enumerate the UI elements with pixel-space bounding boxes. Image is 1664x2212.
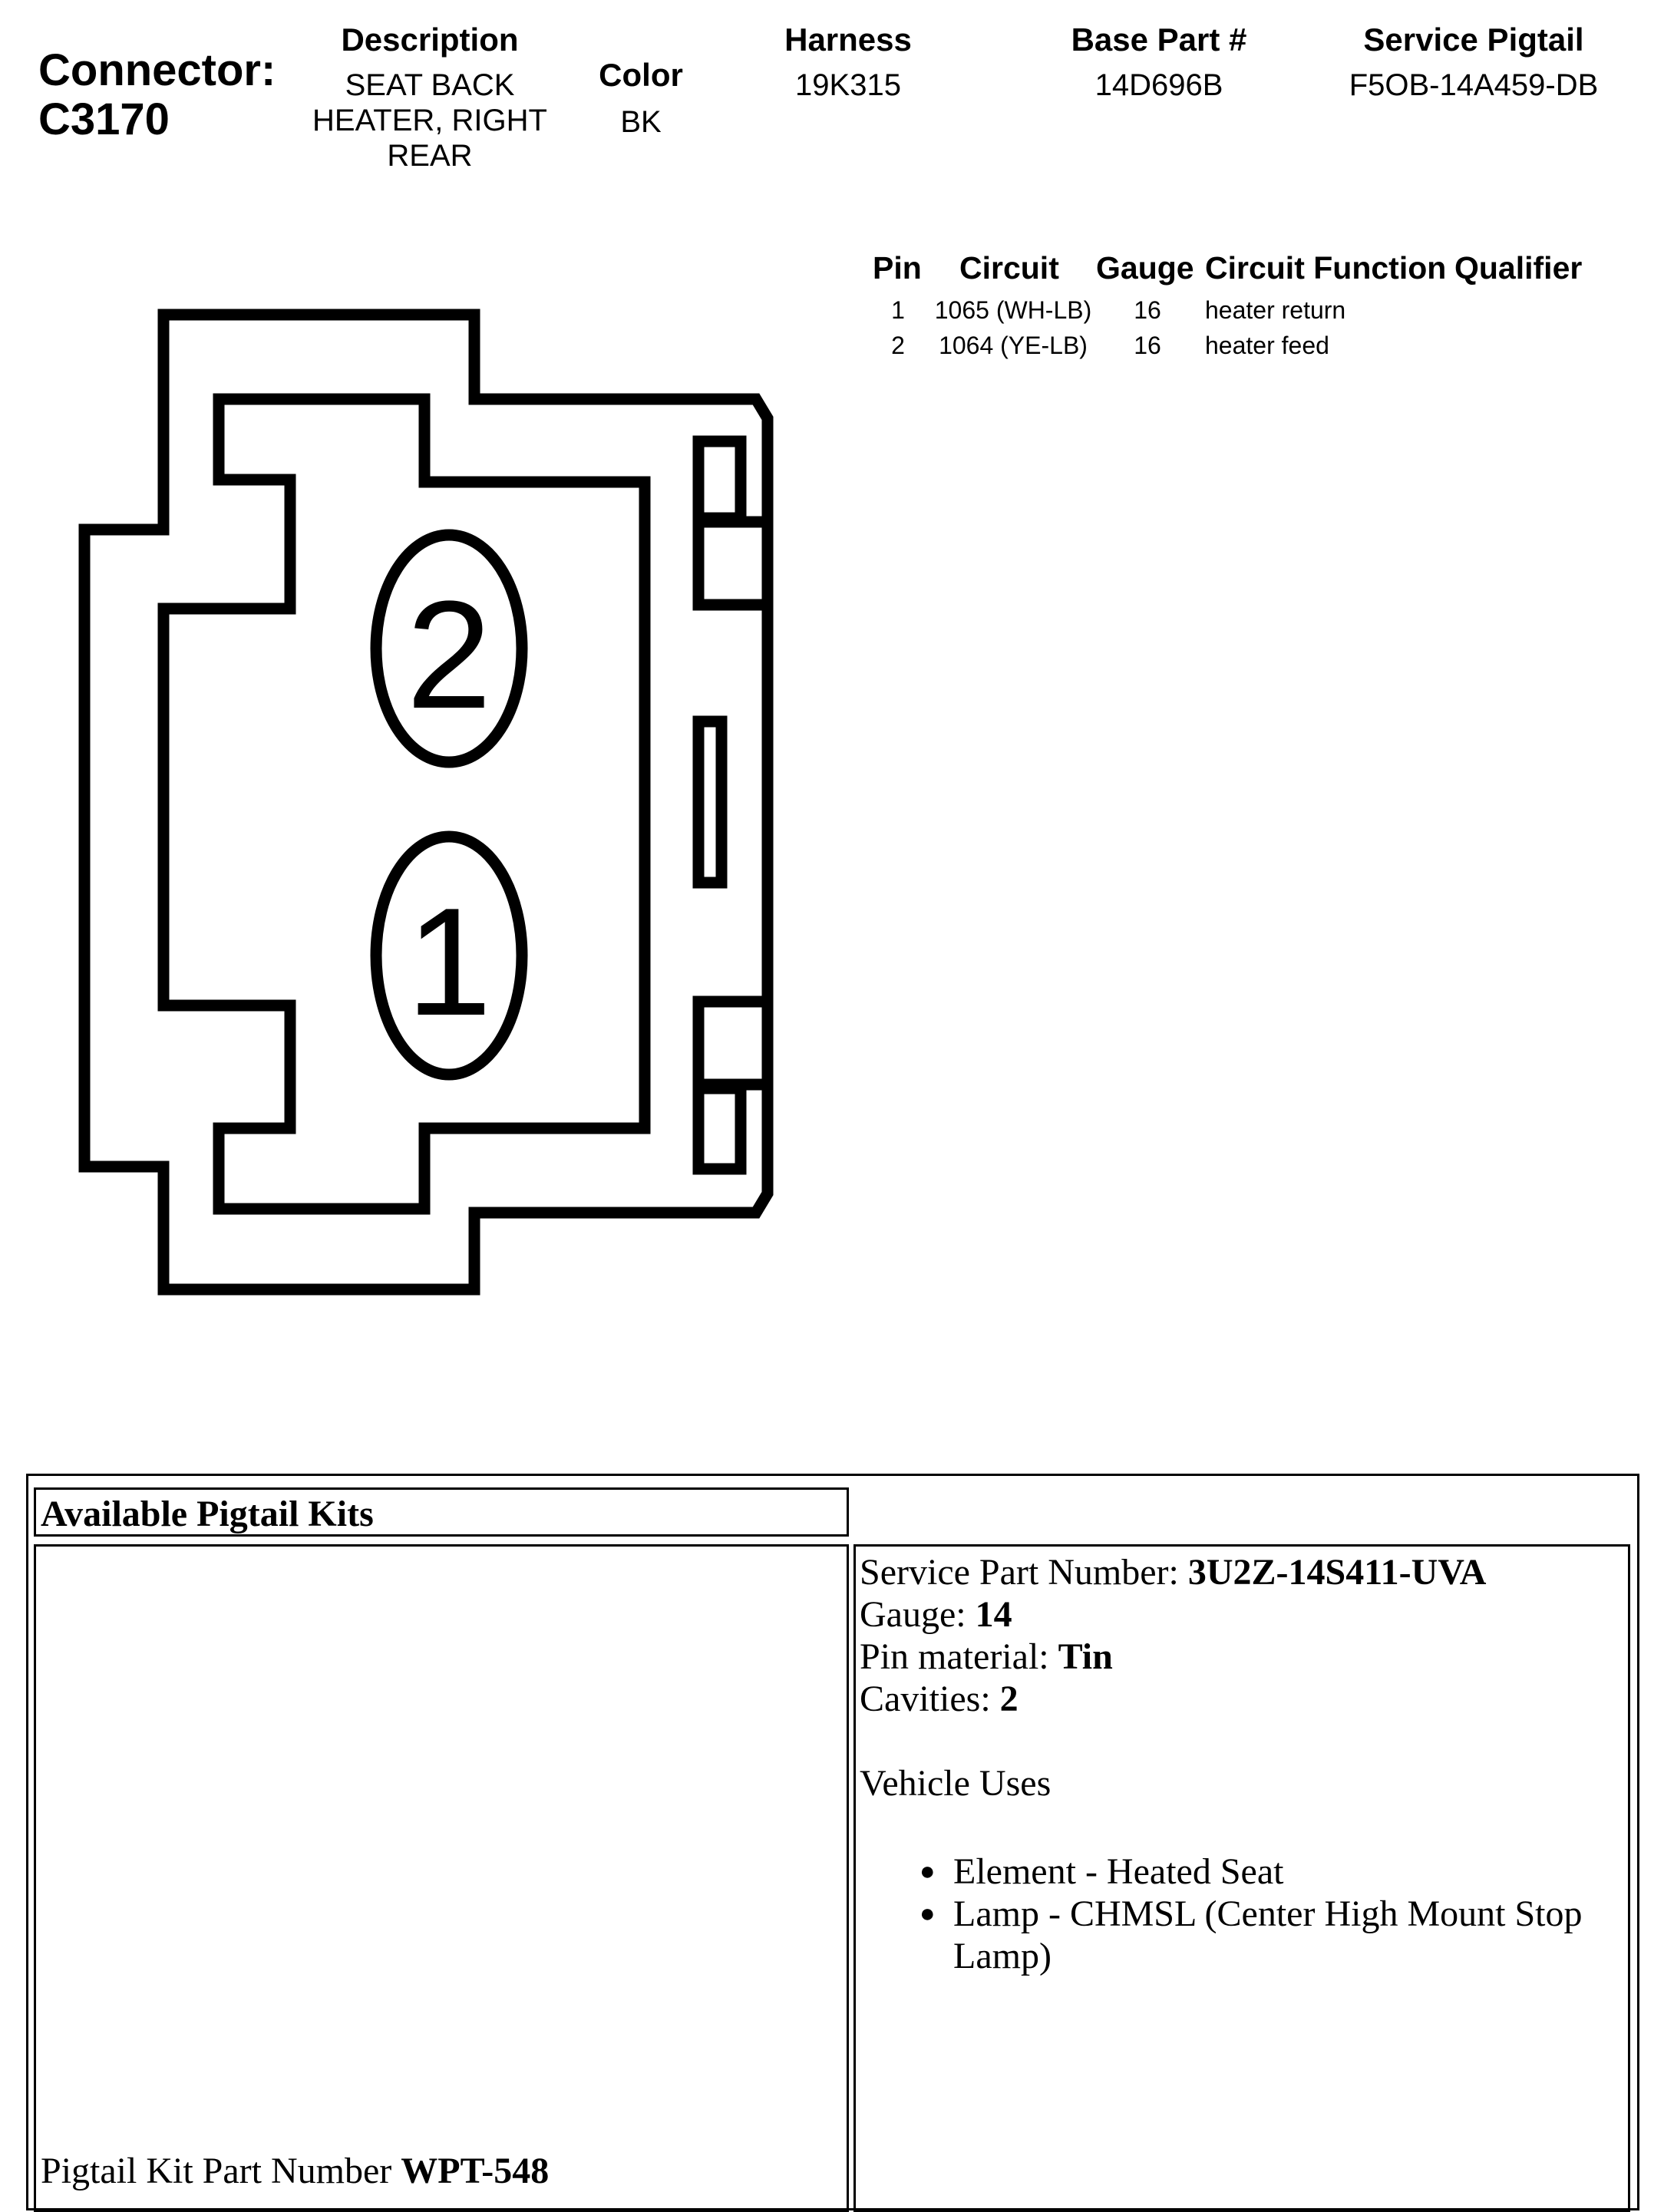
description-line-3: REAR bbox=[387, 139, 473, 173]
color-header: Color bbox=[599, 57, 683, 93]
service-part-value: 3U2Z-14S411-UVA bbox=[1187, 1552, 1487, 1593]
list-item bbox=[860, 1850, 1627, 1893]
description-line-1: SEAT BACK bbox=[345, 68, 515, 102]
kit-image-cell bbox=[34, 1544, 849, 2212]
latch-tab-top-2 bbox=[698, 522, 768, 605]
service-part-label: Service Part Number: bbox=[860, 1552, 1188, 1593]
connector-id: C3170 bbox=[38, 94, 170, 144]
service-pigtail-value: F5OB-14A459-DB bbox=[1349, 68, 1599, 102]
list-item bbox=[860, 1893, 1627, 1977]
latch-tab-middle bbox=[698, 721, 721, 883]
harness-value: 19K315 bbox=[795, 68, 901, 102]
vehicle-use-text: Element - Heated Seat bbox=[953, 1851, 1284, 1892]
pin-material-value: Tin bbox=[1058, 1636, 1113, 1677]
connector-label-text: Connector: bbox=[38, 45, 276, 95]
gauge-value: 16 bbox=[1134, 332, 1161, 359]
kit-details-cell bbox=[853, 1544, 1630, 2212]
harness-header: Harness bbox=[784, 21, 912, 58]
description-line-2: HEATER, RIGHT bbox=[312, 104, 547, 137]
latch-tab-top-1 bbox=[698, 441, 741, 518]
kit-part-label: Pigtail Kit Part Number bbox=[41, 2151, 401, 2191]
function-value: heater return bbox=[1205, 296, 1346, 324]
kits-title-cell bbox=[34, 1487, 849, 1537]
service-part-number bbox=[860, 1551, 1627, 1593]
service-pigtail-header: Service Pigtail bbox=[1363, 21, 1584, 58]
function-col-header: Circuit Function bbox=[1205, 250, 1447, 286]
gauge bbox=[860, 1593, 1627, 1636]
function-value: heater feed bbox=[1205, 332, 1329, 359]
bullet-icon: ● bbox=[919, 1900, 936, 1928]
cavities-value: 2 bbox=[999, 1679, 1019, 1719]
bullet-icon: ● bbox=[919, 1857, 936, 1886]
gauge-label: Gauge: bbox=[860, 1594, 976, 1635]
color-value: BK bbox=[620, 105, 662, 139]
pin-material-label: Pin material: bbox=[860, 1636, 1058, 1677]
kit-part-value: WPT-548 bbox=[401, 2151, 550, 2191]
gauge-col-header: Gauge bbox=[1096, 250, 1194, 286]
gauge-value: 14 bbox=[975, 1594, 1012, 1635]
base-part-value: 14D696B bbox=[1094, 68, 1223, 102]
pin-1-label: 1 bbox=[406, 877, 492, 1048]
circuit-col-header: Circuit bbox=[959, 250, 1059, 286]
description-header: Description bbox=[341, 21, 519, 58]
kits-title: Available Pigtail Kits bbox=[41, 1494, 374, 1534]
pin-2-label: 2 bbox=[406, 570, 492, 741]
cavities-label: Cavities: bbox=[860, 1679, 1000, 1719]
pin-number: 1 bbox=[891, 296, 905, 324]
qualifier-col-header: Qualifier bbox=[1454, 250, 1583, 286]
latch-tab-bottom-2 bbox=[698, 1088, 741, 1169]
base-part-header: Base Part # bbox=[1071, 21, 1247, 58]
kit-part-number bbox=[41, 2150, 549, 2192]
circuit-value: 1065 (WH-LB) bbox=[934, 296, 1092, 324]
gauge-value: 16 bbox=[1134, 296, 1161, 324]
latch-tab-bottom-1 bbox=[698, 1002, 768, 1085]
housing-inner-outline bbox=[163, 399, 645, 1209]
pin-number: 2 bbox=[891, 332, 905, 359]
connector-diagram bbox=[0, 0, 844, 1320]
cavities bbox=[860, 1678, 1627, 1720]
vehicle-uses-heading: Vehicle Uses bbox=[860, 1763, 1052, 1804]
kit-details bbox=[860, 1551, 1627, 1977]
pin-col-header: Pin bbox=[873, 250, 922, 286]
vehicle-uses-list bbox=[860, 1850, 1627, 1977]
vehicle-use-text: Lamp - CHMSL (Center High Mount Stop Lamp) bbox=[953, 1893, 1583, 1976]
pin-material bbox=[860, 1636, 1627, 1678]
circuit-value: 1064 (YE-LB) bbox=[939, 332, 1088, 359]
